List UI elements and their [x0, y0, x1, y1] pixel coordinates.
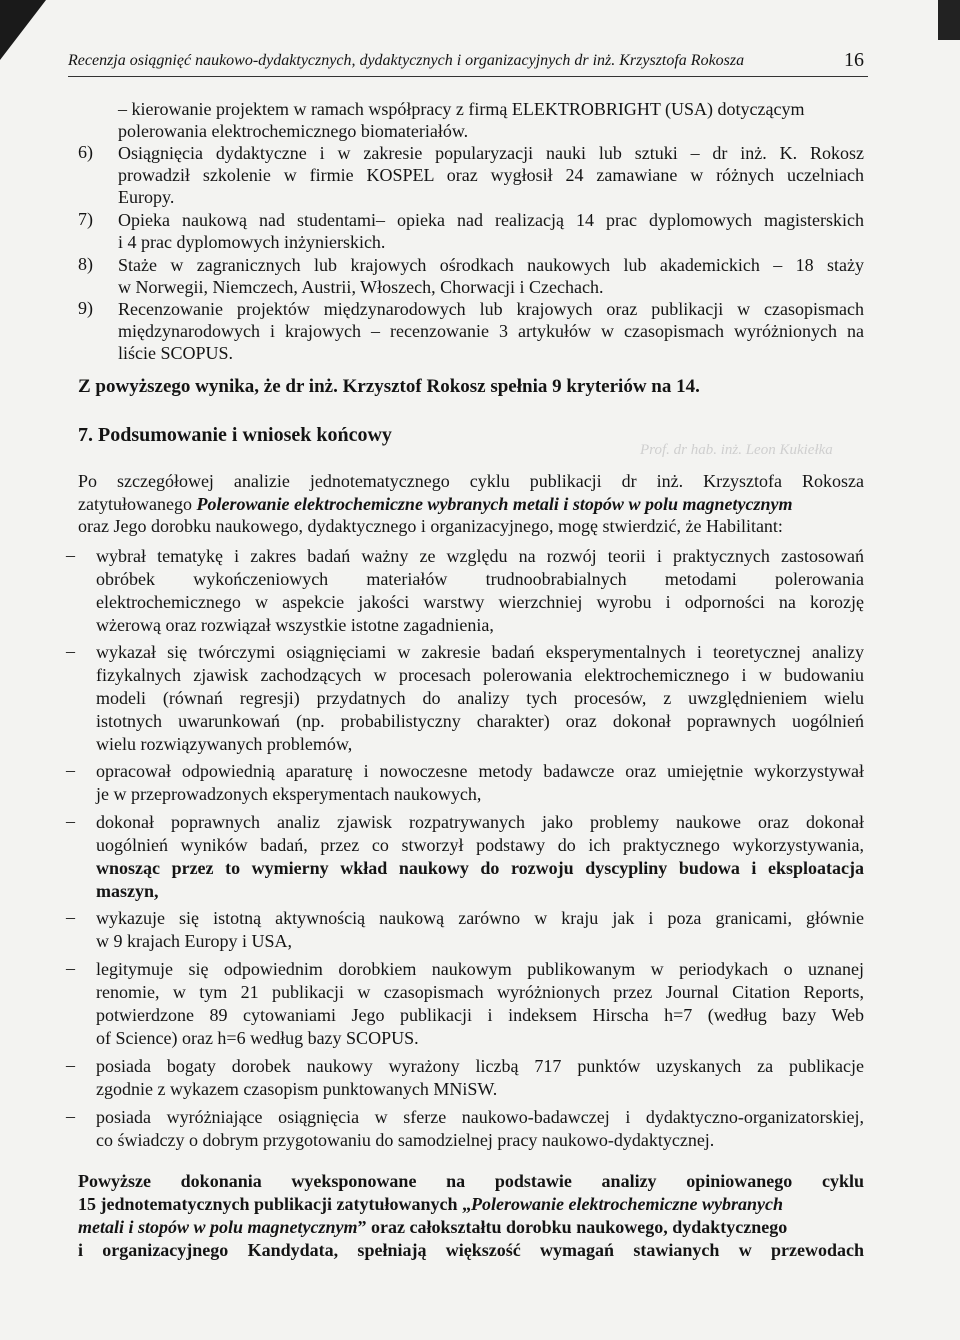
- final-line4: i organizacyjnego Kandydata, spełniają większość wymagań stawianych w przewodach: [78, 1240, 864, 1260]
- bullet-dash: –: [66, 958, 75, 978]
- item8-line2: w Norwegii, Niemczech, Austrii, Włoszech, Chorwacji i Czechach.: [118, 277, 604, 297]
- bullet8-line1: posiada wyróżniające osiągnięcia w sferze naukowo-badawczej i dydaktyczno-organizatorskiej,: [96, 1107, 864, 1127]
- item6-line1: Osiągnięcia dydaktyczne i w zakresie popularyzacji nauki lub sztuki – dr inż. K. Rokosz: [118, 143, 864, 163]
- bullet7-line1: posiada bogaty dorobek naukowy wyrażony liczbą 717 punktów uzyskanych za publikacje: [96, 1056, 864, 1076]
- bullet2-line3: modeli (równań regresji) przydatnych do analizy tych procesów, z uwzględnieniem wielu: [96, 688, 864, 708]
- intro-line2: [78, 493, 792, 515]
- bullet8-line2: co świadczy o dobrym przygotowaniu do samodzielnej pracy naukowo-dydaktycznej.: [96, 1130, 715, 1150]
- criteria-conclusion: Z powyższego wynika, że dr inż. Krzysztof Rokosz spełnia 9 kryteriów na 14.: [78, 376, 700, 397]
- page-number: 16: [844, 49, 864, 71]
- section-heading: 7. Podsumowanie i wniosek końcowy: [78, 424, 392, 446]
- bullet6-line3: potwierdzone 89 cytowaniami Jego publikacji i indeksem Hirscha h=7 (według bazy Web: [96, 1005, 864, 1025]
- bullet1-line1: wybrał tematykę i zakres badań ważny ze względu na rozwój teorii i praktycznych zastosowań: [96, 546, 864, 566]
- item5-line1: – kierowanie projektem w ramach współpracy z firmą ELEKTROBRIGHT (USA) dotyczącym: [118, 99, 805, 119]
- item9-line3: liście SCOPUS.: [118, 343, 234, 363]
- bullet4-line4: maszyn,: [96, 881, 159, 901]
- bullet6-line2: renomie, w tym 21 publikacji w czasopismach wyróżnionych przez Journal Citation Reports,: [96, 982, 864, 1002]
- item6-line3: Europy.: [118, 187, 175, 207]
- item6-number: 6): [78, 142, 93, 162]
- bullet1-line2: obróbek wykończeniowych materiałów trudnoobrabialnych metodami polerowania: [96, 569, 864, 589]
- cycle-title: Polerowanie elektrochemiczne wybranych metali i stopów w polu magnetycznym: [196, 494, 793, 514]
- final-title-part1: Polerowanie elektrochemiczne wybranych: [471, 1194, 783, 1214]
- bullet-dash: –: [66, 1055, 75, 1075]
- final-line1: Powyższe dokonania wyeksponowane na podstawie analizy opiniowanego cyklu: [78, 1171, 864, 1191]
- intro-line1: Po szczegółowej analizie jednotematycznego cyklu publikacji dr inż. Krzysztofa Rokosza: [78, 471, 864, 491]
- item9-line2: międzynarodowych i krajowych – recenzowanie 3 artykułów w czasopismach wyróżnionych na: [118, 321, 864, 341]
- final-line3: [78, 1216, 864, 1238]
- bullet3-line2: je w przeprowadzonych eksperymentach naukowych,: [96, 784, 482, 804]
- final-line2: [78, 1193, 864, 1215]
- item6-line2: prowadził szkolenie w firmie KOSPEL oraz wygłosił 24 zamawiane w różnych uczelniach: [118, 165, 864, 185]
- bullet5-line1: wykazuje się istotną aktywnością naukową zarówno w kraju jak i poza granicami, głównie: [96, 908, 864, 928]
- bullet2-line2: fizykalnych zjawisk zachodzących w procesach polerowania elektrochemicznego i w budowaniu: [96, 665, 864, 685]
- scan-shadow-corner: [0, 0, 46, 60]
- final-line3-suffix: ” oraz całokształtu dorobku naukowego, dydaktycznego: [357, 1217, 788, 1237]
- bullet2-line4: istotnych uwarunkowań (np. probabilistyczny charakter) oraz dokonał poprawnych uogólnień: [96, 711, 864, 731]
- bullet2-line1: wykazał się twórczymi osiągnięciami w zakresie badań eksperymentalnych i teoretycznej analizy: [96, 642, 864, 662]
- running-header: [68, 49, 868, 77]
- scan-shadow-right: [938, 0, 960, 40]
- bullet-dash: –: [66, 907, 75, 927]
- bullet1-line3: elektrochemicznego w aspekcie jakości warstwy wierzchniej wyrobu i odporności na korozję: [96, 592, 864, 612]
- bullet-dash: –: [66, 1106, 75, 1126]
- final-title-part2: metali i stopów w polu magnetycznym: [78, 1217, 358, 1237]
- header-title: Recenzja osiągnięć naukowo-dydaktycznych, dydaktycznych i organizacyjnych dr inż. Krzysztofa Rokosza: [68, 52, 745, 69]
- bullet2-line5: wielu rozwiązywanych problemów,: [96, 734, 353, 754]
- bullet1-line4: wżerową oraz rozwiązał wszystkie istotne zagadnienia,: [96, 615, 494, 635]
- bullet-dash: –: [66, 641, 75, 661]
- item7-line2: i 4 prac dyplomowych inżynierskich.: [118, 232, 386, 252]
- bullet-dash: –: [66, 811, 75, 831]
- item8-line1: Staże w zagranicznych lub krajowych ośrodkach naukowych lub akademickich – 18 staży: [118, 255, 864, 275]
- bullet5-line2: w 9 krajach Europy i USA,: [96, 931, 292, 951]
- bullet-dash: –: [66, 760, 75, 780]
- item8-number: 8): [78, 254, 93, 274]
- final-line2-prefix: 15 jednotematycznych publikacji zatytułowanych „: [78, 1194, 471, 1214]
- item7-number: 7): [78, 209, 93, 229]
- bullet-dash: –: [66, 545, 75, 565]
- intro-prefix: zatytułowanego: [78, 494, 197, 514]
- intro-line3: oraz Jego dorobku naukowego, dydaktycznego i organizacyjnego, mogę stwierdzić, że Habilitant:: [78, 516, 783, 536]
- bullet4-line2: uogólnień wyników badań, przez co stworzył podstawy do ich praktycznego wykorzystywania,: [96, 835, 864, 855]
- bullet7-line2: zgodnie z wykazem czasopism punktowanych MNiSW.: [96, 1079, 498, 1099]
- bleed-through-signature: Prof. dr hab. inż. Leon Kukiełka: [640, 442, 833, 458]
- item5-line2: polerowania elektrochemicznego biomateriałów.: [118, 121, 469, 141]
- bullet4-line1: dokonał poprawnych analiz zjawisk rozpatrywanych jako problemy naukowe oraz dokonał: [96, 812, 864, 832]
- bullet6-line4: of Science) oraz h=6 według bazy SCOPUS.: [96, 1028, 419, 1048]
- bullet6-line1: legitymuje się odpowiednim dorobkiem naukowym publikowanym w periodykach o uznanej: [96, 959, 864, 979]
- bullet4-line3: wnosząc przez to wymierny wkład naukowy do rozwoju dyscypliny budowa i eksploatacja: [96, 858, 864, 878]
- bullet3-line1: opracował odpowiednią aparaturę i nowoczesne metody badawcze oraz umiejętnie wykorzystywał: [96, 761, 864, 781]
- item7-line1: Opieka naukową nad studentami– opieka nad realizacją 14 prac dyplomowych magisterskich: [118, 210, 864, 230]
- item9-line1: Recenzowanie projektów międzynarodowych lub krajowych oraz publikacji w czasopismach: [118, 299, 864, 319]
- item9-number: 9): [78, 298, 93, 318]
